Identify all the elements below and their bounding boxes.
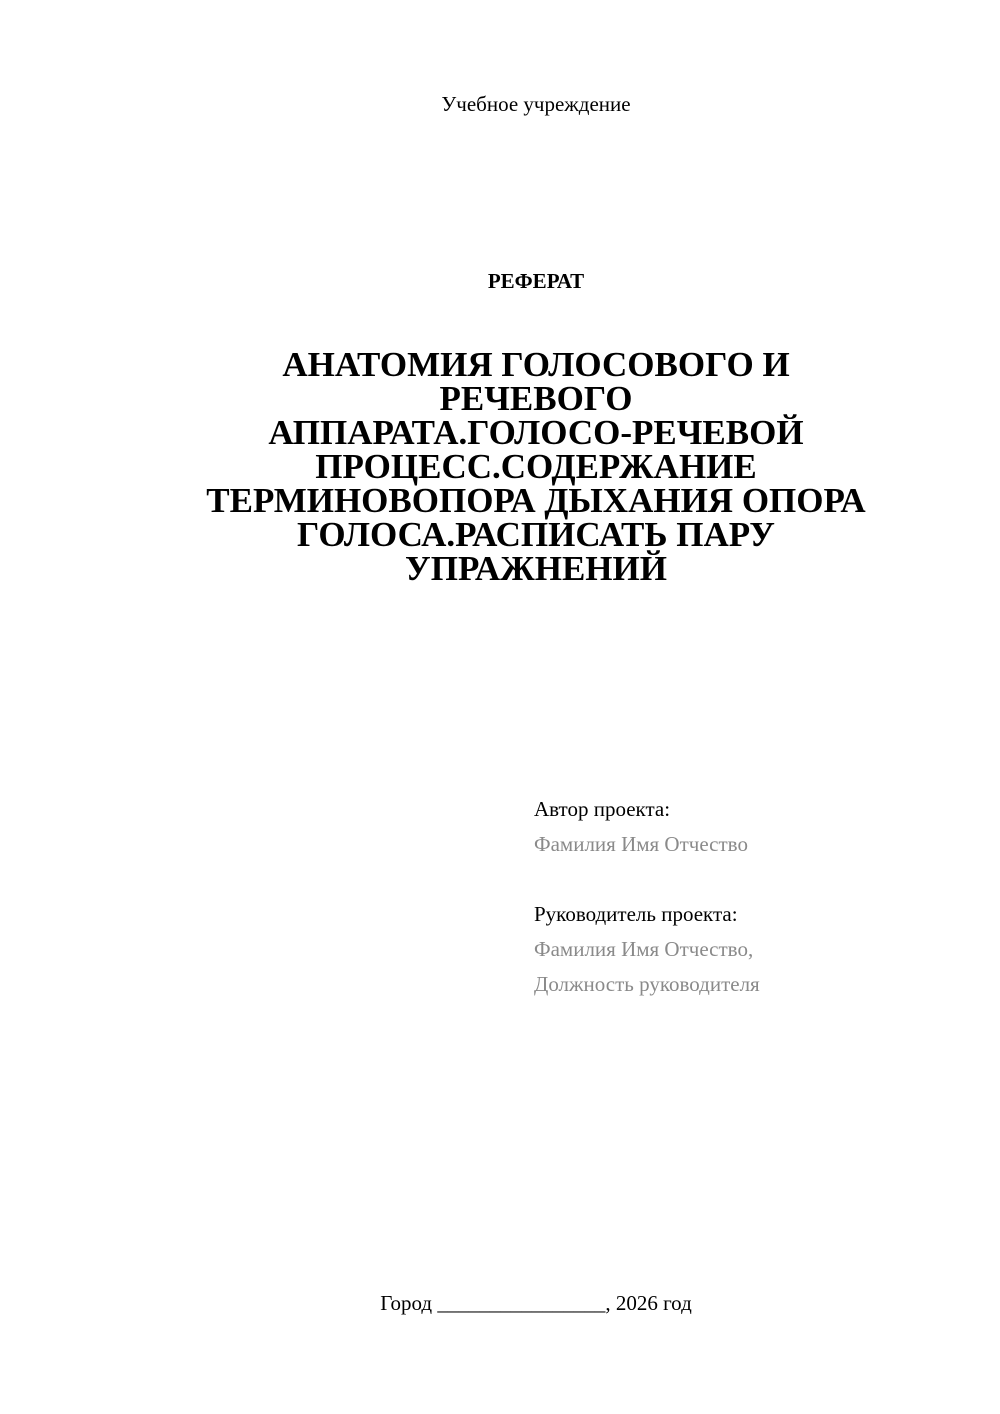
title-line: ГОЛОСА.РАСПИСАТЬ ПАРУ: [297, 515, 775, 554]
author-name: Фамилия Имя Отчество: [534, 832, 748, 856]
city-year-line: Город ________________, 2026 год: [380, 1291, 692, 1315]
title-line: РЕЧЕВОГО: [439, 379, 633, 418]
supervisor-position: Должность руководителя: [534, 972, 760, 996]
title-line: ПРОЦЕСС.СОДЕРЖАНИЕ: [315, 447, 757, 486]
supervisor-label: Руководитель проекта:: [534, 902, 738, 926]
supervisor-name: Фамилия Имя Отчество,: [534, 937, 754, 961]
authors-block: [534, 792, 974, 1002]
document-type: РЕФЕРАТ: [487, 269, 585, 293]
title-line: ТЕРМИНОВОПОРА ДЫХАНИЯ ОПОРА: [206, 481, 866, 520]
title-line: АНАТОМИЯ ГОЛОСОВОГО И: [282, 345, 790, 384]
document-title: [150, 345, 922, 588]
title-line: АППАРАТА.ГОЛОСО-РЕЧЕВОЙ: [268, 413, 804, 452]
author-label: Автор проекта:: [534, 797, 671, 821]
title-line: УПРАЖНЕНИЙ: [405, 549, 667, 588]
institution-name: Учебное учреждение: [441, 92, 631, 116]
